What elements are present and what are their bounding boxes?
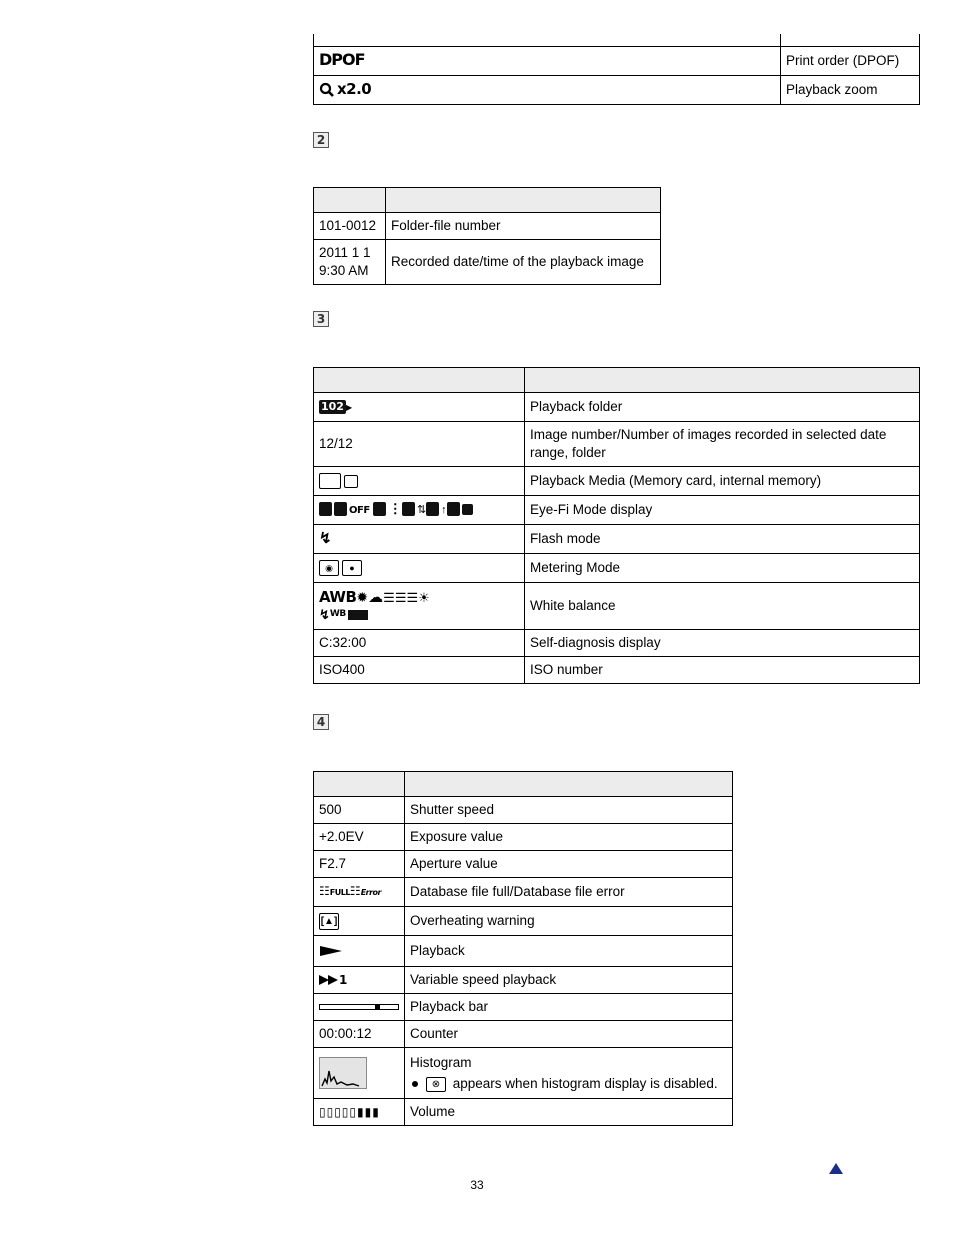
eye-fi-icon	[319, 502, 332, 516]
table-cell: Playback folder	[525, 393, 920, 422]
dpof-icon: DPOF	[314, 46, 781, 75]
table-row	[314, 967, 733, 994]
table-cell: ISO400	[314, 657, 525, 684]
table-cell	[314, 240, 386, 285]
internal-memory-icon	[344, 475, 358, 488]
table-row	[314, 824, 733, 851]
table-row	[314, 422, 920, 467]
table-cell: Shutter speed	[405, 797, 733, 824]
table-row	[314, 240, 661, 285]
table-row	[314, 525, 920, 554]
page-number: 33	[470, 1178, 484, 1192]
volume-icon: ▯▯▯▯▯▮▮▮	[314, 1099, 405, 1126]
table-section-3	[313, 367, 920, 684]
playback-bar-icon	[314, 994, 405, 1021]
table-row	[314, 583, 920, 630]
table-cell: Print order (DPOF)	[781, 46, 920, 75]
table-row	[314, 1048, 733, 1099]
table-cell: F2.7	[314, 851, 405, 878]
table-cell: Playback	[405, 936, 733, 967]
eye-fi-icon	[426, 502, 439, 516]
table-cell: Volume	[405, 1099, 733, 1126]
table-cell: Database file full/Database file error	[405, 878, 733, 907]
histogram-note: appears when histogram display is disabled.	[452, 1076, 718, 1091]
table-header-row	[314, 188, 661, 213]
table-row	[314, 213, 661, 240]
playback-media-icon	[314, 467, 525, 496]
memory-card-icon	[319, 473, 341, 489]
table-top	[313, 34, 920, 105]
table-row	[314, 496, 920, 525]
histogram-off-icon: ⊗	[426, 1077, 446, 1092]
table-cell: Counter	[405, 1021, 733, 1048]
table-row	[314, 75, 920, 104]
table-cell: C:32:00	[314, 630, 525, 657]
table-cell: Flash mode	[525, 525, 920, 554]
table-cell: Image number/Number of images recorded in selected date range, folder	[525, 422, 920, 467]
table-row	[314, 994, 733, 1021]
table-cell: Variable speed playback	[405, 967, 733, 994]
playback-folder-icon: 102 ▶	[314, 393, 525, 422]
table-row	[314, 1099, 733, 1126]
eye-fi-icon	[402, 502, 415, 516]
table-cell: 12/12	[314, 422, 525, 467]
section-number-icon: 4	[313, 714, 329, 730]
white-balance-icon: AWB✹☁☰☰☰☀ ↯$^{WB}$	[314, 583, 525, 630]
variable-speed-icon: 1	[314, 967, 405, 994]
table-row	[314, 467, 920, 496]
database-icon: ☷FULL☷Error	[314, 878, 405, 907]
table-cell: +2.0EV	[314, 824, 405, 851]
bullet	[412, 1081, 418, 1087]
table-row	[314, 936, 733, 967]
table-cell: Recorded date/time of the playback image	[386, 240, 661, 285]
table-cell: Folder-file number	[386, 213, 661, 240]
table-cell: 500	[314, 797, 405, 824]
table-cell: 00:00:12	[314, 1021, 405, 1048]
table-row	[314, 907, 733, 936]
table-cell: White balance	[525, 583, 920, 630]
table-row	[314, 851, 733, 878]
playback-icon	[314, 936, 405, 967]
metering-icon	[314, 554, 525, 583]
multi-metering-icon: ◉	[319, 560, 339, 576]
table-row	[314, 878, 733, 907]
table-cell: Self-diagnosis display	[525, 630, 920, 657]
eye-fi-icon: OFF ⋮ ⇅ ↑	[314, 496, 525, 525]
spot-metering-icon: ●	[342, 560, 362, 576]
table-cell: Playback Media (Memory card, internal memory)	[525, 467, 920, 496]
section-number-icon: 3	[313, 311, 329, 327]
table-cell: Playback bar	[405, 994, 733, 1021]
table-row	[314, 630, 920, 657]
back-to-top-icon[interactable]	[829, 1163, 843, 1174]
playback-zoom-icon: x2.0	[314, 75, 781, 104]
table-section-4	[313, 771, 733, 1126]
table-row	[314, 1021, 733, 1048]
table-cell: Aperture value	[405, 851, 733, 878]
histogram-icon	[314, 1048, 405, 1099]
eye-fi-icon	[334, 502, 347, 516]
table-row	[314, 393, 920, 422]
table-section-2	[313, 187, 661, 285]
table-cell: Exposure value	[405, 824, 733, 851]
histogram-label: Histogram	[410, 1055, 472, 1070]
table-cell: Eye-Fi Mode display	[525, 496, 920, 525]
eye-fi-icon	[447, 502, 460, 516]
table-cell: Playback zoom	[781, 75, 920, 104]
table-row	[314, 657, 920, 684]
time-line: 9:30 AM	[319, 263, 369, 278]
table-row	[314, 34, 920, 46]
table-cell: Overheating warning	[405, 907, 733, 936]
table-cell: ISO number	[525, 657, 920, 684]
table-cell: Metering Mode	[525, 554, 920, 583]
date-line: 2011 1 1	[319, 245, 371, 260]
table-cell	[405, 1048, 733, 1099]
eye-fi-icon	[373, 502, 386, 516]
eye-fi-icon	[462, 504, 473, 515]
flash-icon: ↯	[314, 525, 525, 554]
table-row	[314, 554, 920, 583]
table-header-row	[314, 772, 733, 797]
table-cell: 101-0012	[314, 213, 386, 240]
overheating-icon: [▲]	[314, 907, 405, 936]
section-number-icon: 2	[313, 132, 329, 148]
table-header-row	[314, 368, 920, 393]
table-row	[314, 797, 733, 824]
table-row	[314, 46, 920, 75]
